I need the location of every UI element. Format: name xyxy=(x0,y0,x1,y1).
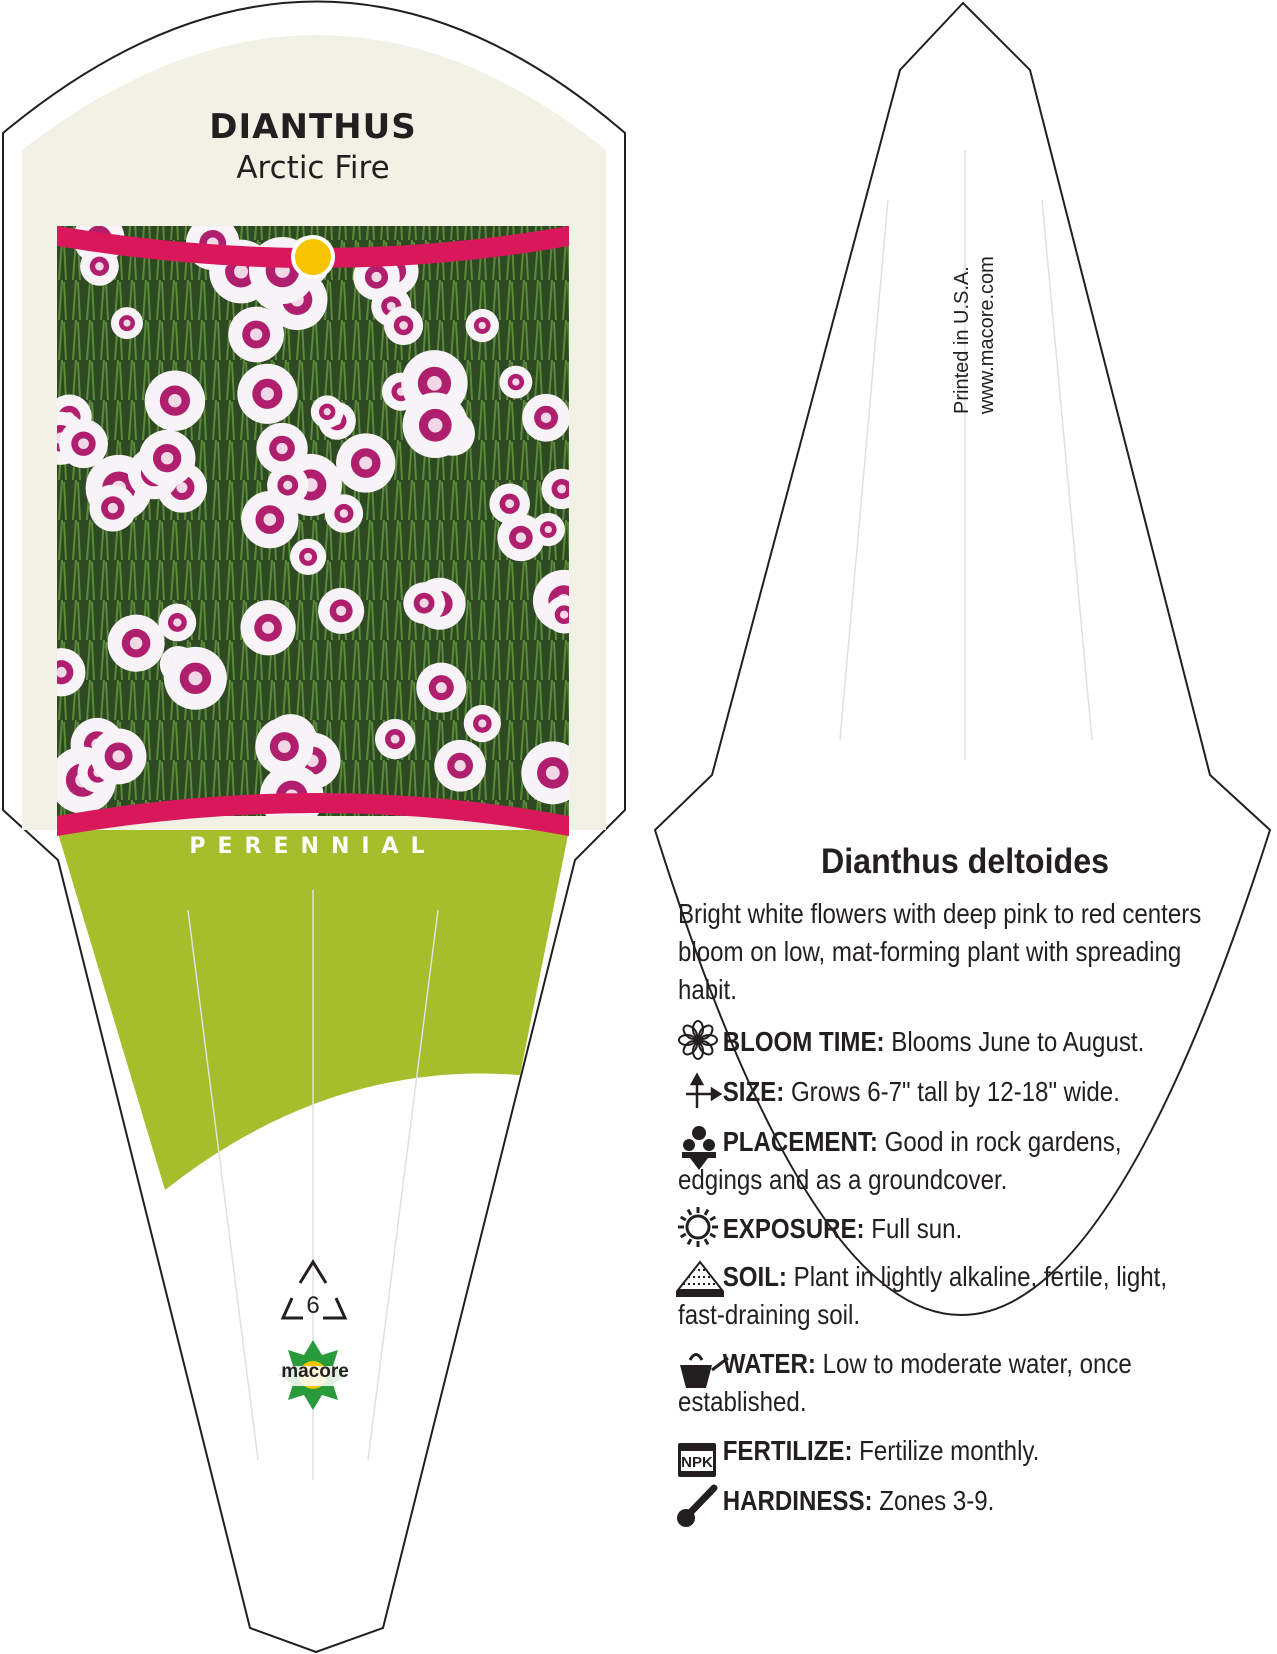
care-label: EXPOSURE: xyxy=(722,1213,872,1244)
care-label: BLOOM TIME: xyxy=(722,1026,892,1057)
care-label: SIZE: xyxy=(722,1076,791,1107)
printed-in-usa: Printed in U.S.A. xyxy=(951,266,973,414)
brand-logo-text: macore xyxy=(281,1361,349,1382)
care-item xyxy=(678,1073,1211,1111)
botanical-name: Dianthus deltoides xyxy=(820,842,1110,881)
recycle-code: 6 xyxy=(306,1292,320,1319)
care-item xyxy=(678,1210,1211,1248)
care-item xyxy=(678,1345,1211,1421)
care-label: FERTILIZE: xyxy=(722,1435,860,1466)
care-item xyxy=(678,1023,1211,1061)
npk-label: NPK xyxy=(681,1454,713,1471)
print-info xyxy=(950,164,1000,414)
plant-common-name: DIANTHUS xyxy=(209,107,417,147)
care-label: SOIL: xyxy=(722,1261,794,1292)
plant-description: Bright white flowers with deep pink to red centers bloom on low, mat-forming plant with spreading habit. xyxy=(678,898,1202,1005)
care-label: HARDINESS: xyxy=(722,1485,880,1516)
plant-photo xyxy=(34,213,595,829)
plant-variety-name: Arctic Fire xyxy=(236,150,390,186)
care-text: Zones 3-9. xyxy=(879,1485,995,1516)
care-text: Blooms June to August. xyxy=(891,1026,1145,1057)
care-label: PLACEMENT: xyxy=(722,1126,885,1157)
care-text: Full sun. xyxy=(871,1213,963,1244)
care-text: Plant in lightly alkaline, fertile, light, fast-draining soil. xyxy=(678,1261,1168,1330)
website-url: www.macore.com xyxy=(976,256,998,414)
full-sun-dot-icon xyxy=(293,237,333,277)
care-text: Good in rock gardens, edgings and as a groundcover. xyxy=(678,1126,1122,1195)
care-item xyxy=(678,1482,1211,1520)
care-text: Grows 6-7" tall by 12-18" wide. xyxy=(790,1076,1120,1107)
care-text: Fertilize monthly. xyxy=(859,1435,1040,1466)
care-item xyxy=(678,1123,1211,1199)
care-item xyxy=(678,1258,1211,1334)
care-text: Low to moderate water, once established. xyxy=(678,1348,1132,1417)
care-item xyxy=(678,1432,1211,1470)
care-label: WATER: xyxy=(722,1348,823,1379)
plant-category: PERENNIAL xyxy=(189,834,437,859)
